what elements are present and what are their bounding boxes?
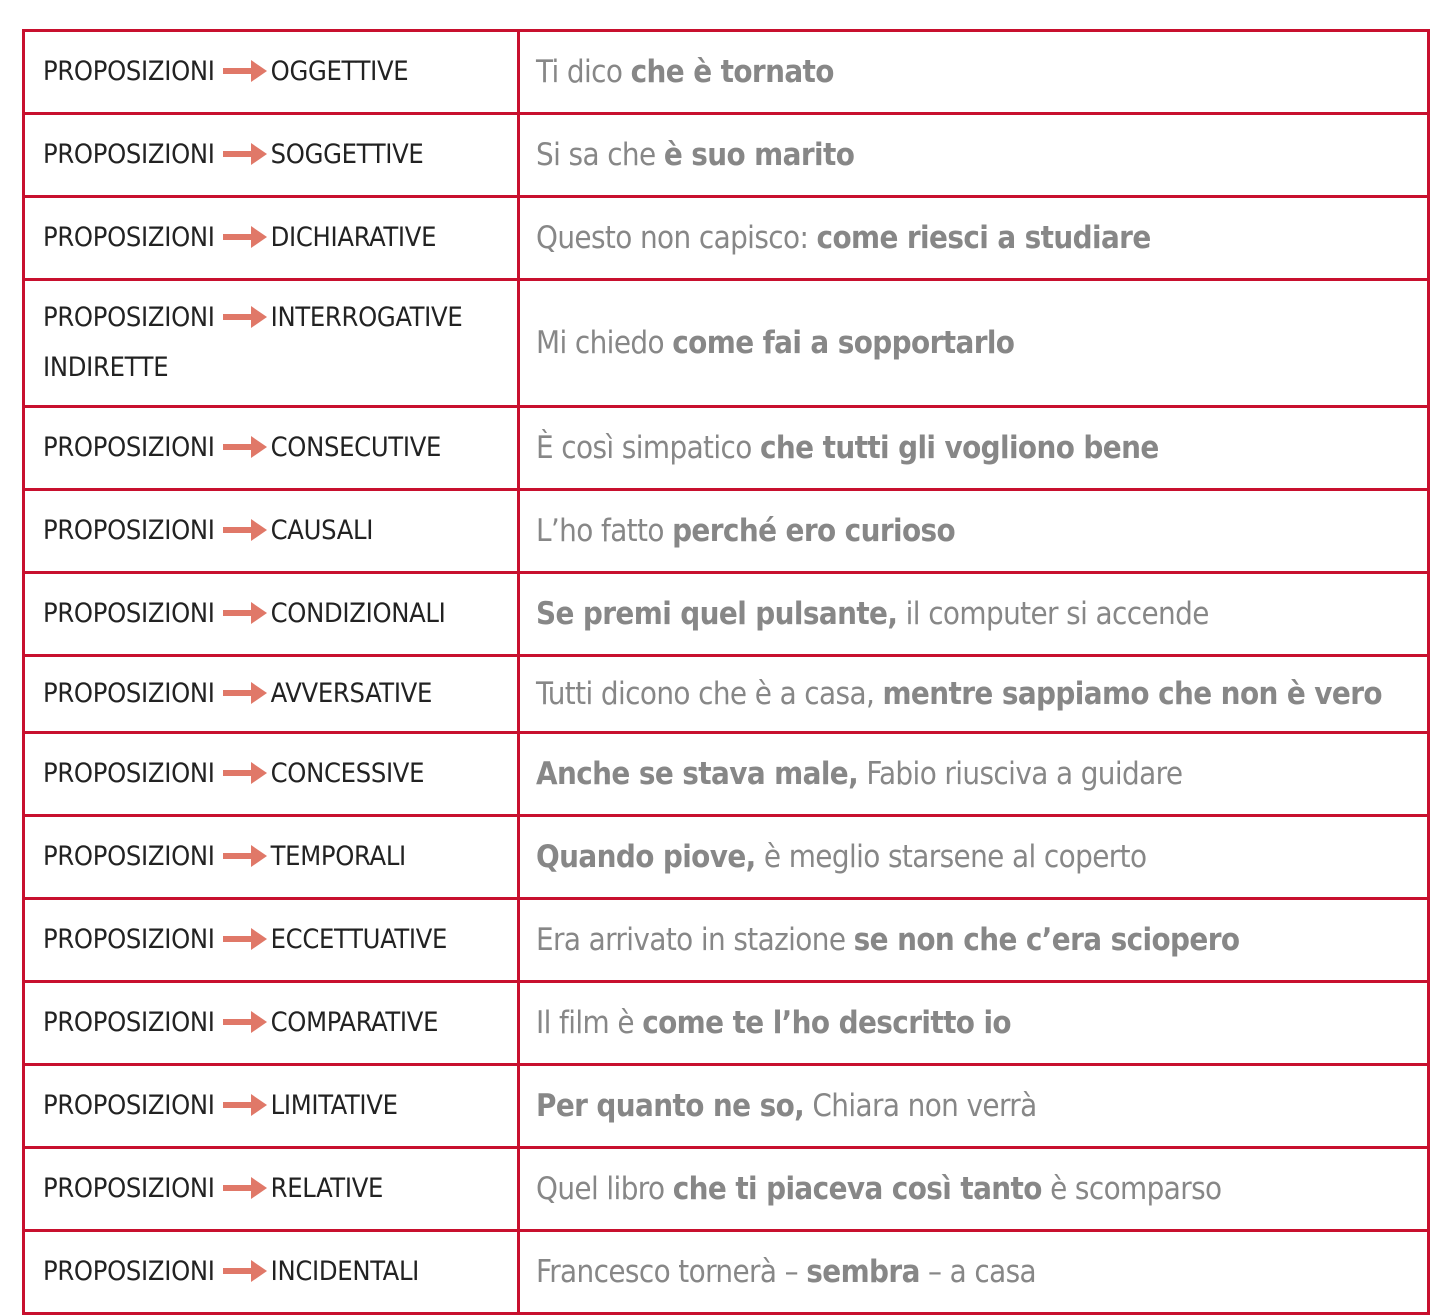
table-row — [24, 490, 1429, 573]
right-arrow-icon — [223, 306, 267, 328]
example-text: è scomparso — [1041, 1171, 1222, 1207]
table-row — [24, 573, 1429, 656]
clause-type: LIMITATIVE — [270, 1090, 398, 1121]
clause-type-cell — [24, 816, 519, 899]
example-highlight: Quando piove, — [536, 839, 756, 875]
right-arrow-icon — [223, 845, 267, 867]
example-text: Fabio riusciva a guidare — [858, 756, 1183, 792]
clause-type: ECCETTUATIVE — [270, 924, 448, 955]
clause-prefix: PROPOSIZIONI — [43, 1090, 215, 1121]
example-highlight: come fai a sopportarlo — [672, 325, 1015, 361]
clause-type-cell — [24, 899, 519, 982]
clause-prefix: PROPOSIZIONI — [43, 302, 215, 333]
example-text: Chiara non verrà — [804, 1088, 1037, 1124]
table-row — [24, 816, 1429, 899]
right-arrow-icon — [223, 143, 267, 165]
clause-type-cell — [24, 1065, 519, 1148]
table-row — [24, 982, 1429, 1065]
clause-type-continuation: INDIRETTE — [43, 352, 169, 383]
table-body — [24, 31, 1429, 1314]
clause-type-cell — [24, 490, 519, 573]
example-highlight: Se premi quel pulsante, — [536, 596, 898, 632]
example-highlight: come te l’ho descritto io — [642, 1005, 1011, 1041]
clause-type: DICHIARATIVE — [270, 222, 437, 253]
clause-prefix: PROPOSIZIONI — [43, 598, 215, 629]
example-highlight: sembra — [806, 1254, 920, 1290]
example-highlight: mentre sappiamo che non è vero — [882, 676, 1382, 712]
example-cell — [519, 1148, 1429, 1231]
clause-type-cell — [24, 656, 519, 733]
example-cell — [519, 1231, 1429, 1314]
example-text: È così simpatico — [536, 430, 760, 466]
example-text: Si sa che — [536, 137, 664, 173]
clause-prefix: PROPOSIZIONI — [43, 1256, 215, 1287]
clause-prefix: PROPOSIZIONI — [43, 841, 215, 872]
clause-type: OGGETTIVE — [270, 56, 409, 87]
right-arrow-icon — [223, 60, 267, 82]
right-arrow-icon — [223, 762, 267, 784]
table-row — [24, 114, 1429, 197]
example-cell — [519, 197, 1429, 280]
clause-type: TEMPORALI — [270, 841, 406, 872]
example-text: L’ho fatto — [536, 513, 673, 549]
example-cell — [519, 816, 1429, 899]
example-highlight: se non che c’era sciopero — [853, 922, 1240, 958]
table-row — [24, 1065, 1429, 1148]
right-arrow-icon — [223, 602, 267, 624]
clause-type: CAUSALI — [270, 515, 374, 546]
clause-type: CONCESSIVE — [270, 758, 425, 789]
example-cell — [519, 490, 1429, 573]
example-text: Mi chiedo — [536, 325, 673, 361]
example-highlight: è suo marito — [663, 137, 855, 173]
table-row — [24, 280, 1429, 407]
clause-type: SOGGETTIVE — [270, 139, 424, 170]
example-highlight: che ti piaceva così tanto — [672, 1171, 1042, 1207]
example-text: il computer si accende — [897, 596, 1209, 632]
example-highlight: perché ero curioso — [672, 513, 956, 549]
right-arrow-icon — [223, 1260, 267, 1282]
subordinate-clauses-table — [22, 29, 1430, 1315]
clause-type-cell — [24, 280, 519, 407]
example-highlight: che è tornato — [630, 54, 834, 90]
example-cell — [519, 733, 1429, 816]
clause-type-cell — [24, 1231, 519, 1314]
example-highlight: come riesci a studiare — [816, 220, 1151, 256]
clause-prefix: PROPOSIZIONI — [43, 222, 215, 253]
table-row — [24, 899, 1429, 982]
table-row — [24, 1148, 1429, 1231]
clause-type: INTERROGATIVE — [270, 302, 463, 333]
example-text: Questo non capisco: — [536, 220, 817, 256]
clause-type-cell — [24, 31, 519, 114]
right-arrow-icon — [223, 226, 267, 248]
right-arrow-icon — [223, 682, 267, 704]
example-cell — [519, 1065, 1429, 1148]
example-text: Francesco tornerà – — [536, 1254, 807, 1290]
table-row — [24, 31, 1429, 114]
clause-prefix: PROPOSIZIONI — [43, 56, 215, 87]
table-row — [24, 733, 1429, 816]
example-highlight: Per quanto ne so, — [536, 1088, 805, 1124]
example-text: è meglio starsene al coperto — [755, 839, 1147, 875]
example-text: Ti dico — [536, 54, 631, 90]
table-row — [24, 656, 1429, 733]
example-text: Quel libro — [536, 1171, 673, 1207]
clause-type: CONSECUTIVE — [270, 432, 442, 463]
clause-type-cell — [24, 197, 519, 280]
table-row — [24, 1231, 1429, 1314]
example-cell — [519, 31, 1429, 114]
example-text: – a casa — [919, 1254, 1037, 1290]
clause-type-cell — [24, 1148, 519, 1231]
clause-prefix: PROPOSIZIONI — [43, 758, 215, 789]
clause-prefix: PROPOSIZIONI — [43, 432, 215, 463]
example-text: Era arrivato in stazione — [536, 922, 854, 958]
example-highlight: che tutti gli vogliono bene — [759, 430, 1159, 466]
clause-type: AVVERSATIVE — [270, 678, 433, 709]
clause-type-cell — [24, 407, 519, 490]
clause-type-cell — [24, 114, 519, 197]
right-arrow-icon — [223, 519, 267, 541]
example-text: Tutti dicono che è a casa, — [536, 676, 883, 712]
example-highlight: Anche se stava male, — [536, 756, 859, 792]
clause-prefix: PROPOSIZIONI — [43, 924, 215, 955]
example-cell — [519, 899, 1429, 982]
clause-type-cell — [24, 573, 519, 656]
example-cell — [519, 982, 1429, 1065]
clause-type-cell — [24, 982, 519, 1065]
table-row — [24, 197, 1429, 280]
clause-prefix: PROPOSIZIONI — [43, 1007, 215, 1038]
example-cell — [519, 656, 1429, 733]
clause-prefix: PROPOSIZIONI — [43, 1173, 215, 1204]
clause-prefix: PROPOSIZIONI — [43, 678, 215, 709]
right-arrow-icon — [223, 928, 267, 950]
right-arrow-icon — [223, 1177, 267, 1199]
clause-type: CONDIZIONALI — [270, 598, 446, 629]
example-cell — [519, 407, 1429, 490]
right-arrow-icon — [223, 1011, 267, 1033]
clause-type: INCIDENTALI — [270, 1256, 420, 1287]
clause-prefix: PROPOSIZIONI — [43, 139, 215, 170]
clause-type: COMPARATIVE — [270, 1007, 439, 1038]
example-cell — [519, 114, 1429, 197]
clause-type-cell — [24, 733, 519, 816]
clause-type: RELATIVE — [270, 1173, 384, 1204]
right-arrow-icon — [223, 436, 267, 458]
example-text: Il film è — [536, 1005, 643, 1041]
clause-prefix: PROPOSIZIONI — [43, 515, 215, 546]
example-cell — [519, 573, 1429, 656]
example-cell — [519, 280, 1429, 407]
right-arrow-icon — [223, 1094, 267, 1116]
table-row — [24, 407, 1429, 490]
